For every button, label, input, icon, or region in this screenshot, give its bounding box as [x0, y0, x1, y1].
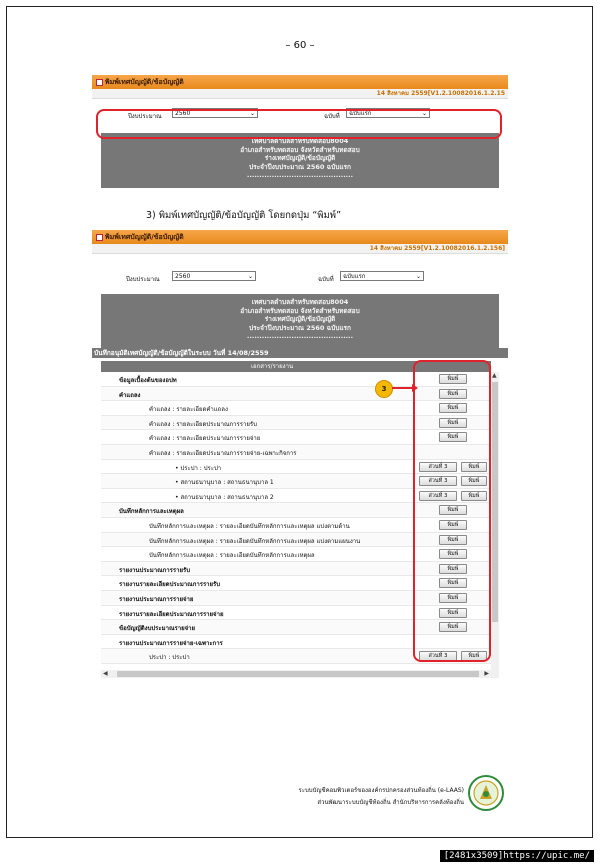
report-name: รายงานประมาณการรายจ่าย-เฉพาะการ [119, 639, 223, 647]
panel-header [92, 230, 508, 244]
report-name: • สถานธนานุบาล : สถานธนานุบาล 2 [175, 493, 274, 501]
vertical-scrollbar[interactable] [491, 372, 499, 678]
fiscal-year-edition: ประจำปีงบประมาณ 2560 ฉบับแรก [249, 162, 351, 171]
print-button[interactable]: พิมพ์ [439, 403, 467, 413]
part-3-button[interactable]: ส่วนที่ 3 [419, 651, 457, 661]
approval-caption: บันทึกอนุมัติเทศบัญญัติ/ข้อบัญญัติในระบบ วันที่ 14/08/2559 [92, 348, 508, 358]
report-name: คำแถลง : รายละเอียดประมาณการรายจ่าย [149, 435, 261, 443]
report-name: รายงานรายละเอียดประมาณการรายรับ [119, 581, 221, 589]
print-button[interactable]: พิมพ์ [439, 578, 467, 588]
version-label: 14 สิงหาคม 2559[V1.2.10082016.1.2.156] [92, 244, 508, 254]
filter-row [92, 254, 508, 294]
report-name: • สถานธนานุบาล : สถานธนานุบาล 1 [175, 479, 274, 487]
print-button[interactable]: พิมพ์ [439, 418, 467, 428]
highlight-filter-box [96, 109, 502, 139]
edition-value: ฉบับแรก [349, 110, 372, 117]
app-icon [96, 79, 103, 86]
footer-line-2: ส่วนพัฒนาระบบบัญชีท้องถิ่น สำนักบริหารการคลังท้องถิ่น [317, 799, 464, 806]
fiscal-year-label: ปีงบประมาณ [126, 276, 160, 283]
report-name: คำแถลง : รายละเอียดคำแถลง [149, 406, 228, 414]
app-icon [96, 234, 103, 241]
report-name: ข้อมูลเบื้องต้นของอปท [119, 377, 177, 384]
step-3-callout: 3 [375, 380, 393, 398]
step-caption: 3) พิมพ์เทศบัญญัติ/ข้อบัญญัติ โดยกดปุ่ม “พิมพ์” [146, 210, 341, 221]
report-name: บันทึกหลักการและเหตุผล : รายละเอียดบันทึกหลักการและเหตุผล แบ่งตามแผนงาน [149, 537, 361, 545]
part-3-button[interactable]: ส่วนที่ 3 [419, 491, 457, 501]
print-button[interactable]: พิมพ์ [461, 491, 487, 501]
scroll-up-icon[interactable]: ▲ [492, 372, 497, 379]
print-button[interactable]: พิมพ์ [439, 564, 467, 574]
org-district: อำเภอสำหรับทดสอบ จังหวัดสำหรับทดสอบ [240, 306, 360, 315]
fiscal-year-value: 2560 [175, 273, 191, 280]
print-button[interactable]: พิมพ์ [439, 622, 467, 632]
fiscal-year-select[interactable] [172, 271, 256, 281]
scrollbar-thumb[interactable] [492, 382, 498, 622]
edition-label: ฉบับที่ [324, 113, 340, 120]
chevron-down-icon: ⌄ [247, 273, 253, 280]
report-name: คำแถลง : รายละเอียดประมาณการรายรับ [149, 420, 257, 428]
print-button[interactable]: พิมพ์ [461, 476, 487, 486]
column-header-documents: เอกสาร/รายงาน [251, 363, 294, 370]
organization-info [101, 294, 499, 348]
dotted-line: ........................................... [246, 171, 354, 179]
print-button[interactable]: พิมพ์ [439, 505, 467, 515]
part-3-button[interactable]: ส่วนที่ 3 [419, 462, 457, 472]
page-number: – 60 – [285, 40, 315, 51]
print-button[interactable]: พิมพ์ [439, 432, 467, 442]
print-button[interactable]: พิมพ์ [439, 549, 467, 559]
print-button[interactable]: พิมพ์ [439, 608, 467, 618]
horizontal-scrollbar-thumb[interactable] [117, 671, 479, 677]
dotted-line: ........................................... [246, 332, 354, 340]
doc-type: ร่างเทศบัญญัติ/ข้อบัญญัติ [264, 315, 336, 323]
version-label: 14 สิงหาคม 2559[V1.2.10082016.1.2.15 [92, 89, 508, 99]
panel-title: พิมพ์เทศบัญญัติ/ข้อบัญญัติ [105, 78, 184, 86]
chevron-down-icon: ⌄ [421, 110, 427, 117]
print-button[interactable]: พิมพ์ [439, 520, 467, 530]
edition-value: ฉบับแรก [343, 273, 366, 280]
print-button[interactable]: พิมพ์ [461, 462, 487, 472]
report-name: คำแถลง : รายละเอียดประมาณการรายจ่าย-เฉพาะกิจการ [149, 449, 297, 457]
report-name: บันทึกหลักการและเหตุผล [119, 508, 184, 516]
highlight-print-buttons [413, 360, 491, 662]
chevron-down-icon: ⌄ [415, 273, 421, 280]
print-button[interactable]: พิมพ์ [439, 535, 467, 545]
scroll-left-icon[interactable]: ◀ [103, 670, 108, 677]
org-name: เทศบาลตำบลสำหรับทดสอบ8004 [251, 137, 349, 145]
print-button[interactable]: พิมพ์ [461, 651, 487, 661]
fiscal-year-edition: ประจำปีงบประมาณ 2560 ฉบับแรก [249, 323, 351, 332]
org-district: อำเภอสำหรับทดสอบ จังหวัดสำหรับทดสอบ [240, 145, 360, 154]
part-3-button[interactable]: ส่วนที่ 3 [419, 476, 457, 486]
report-name: คำแถลง [119, 391, 141, 399]
report-name: บันทึกหลักการและเหตุผล : รายละเอียดบันทึกหลักการและเหตุผล [149, 552, 315, 560]
report-name: รายงานประมาณการรายจ่าย [119, 595, 194, 603]
source-stamp: [2481x3509]https://upic.me/ [440, 850, 594, 862]
print-button[interactable]: พิมพ์ [439, 389, 467, 399]
report-name: รายงานรายละเอียดประมาณการรายจ่าย [119, 610, 224, 618]
organization-info [101, 133, 499, 188]
org-name: เทศบาลตำบลสำหรับทดสอบ8004 [251, 298, 349, 306]
print-button[interactable]: พิมพ์ [439, 374, 467, 384]
chevron-down-icon: ⌄ [249, 110, 255, 117]
report-name: ประปา : ประปา [149, 654, 190, 662]
doc-type: ร่างเทศบัญญัติ/ข้อบัญญัติ [264, 154, 336, 162]
print-button[interactable]: พิมพ์ [439, 593, 467, 603]
department-logo [468, 775, 504, 811]
horizontal-scrollbar[interactable] [101, 670, 491, 678]
scroll-right-icon[interactable]: ▶ [484, 670, 489, 677]
report-name: ข้อบัญญัติงบประมาณรายจ่าย [119, 625, 196, 633]
report-name: รายงานประมาณการรายรับ [119, 566, 191, 574]
edition-select[interactable] [340, 271, 424, 281]
report-name: • ประปา : ประปา [175, 464, 222, 472]
fiscal-year-label: ปีงบประมาณ [128, 113, 162, 120]
panel-title: พิมพ์เทศบัญญัติ/ข้อบัญญัติ [105, 233, 184, 241]
callout-arrow-head [412, 384, 418, 392]
footer-line-1: ระบบบัญชีคอมพิวเตอร์ขององค์กรปกครองส่วนท้องถิ่น (e-LAAS) [298, 787, 464, 794]
fiscal-year-value: 2560 [175, 110, 191, 117]
edition-label: ฉบับที่ [318, 276, 334, 283]
panel-header [92, 75, 508, 89]
report-name: บันทึกหลักการและเหตุผล : รายละเอียดบันทึกหลักการและเหตุผล แบ่งตามด้าน [149, 522, 350, 530]
